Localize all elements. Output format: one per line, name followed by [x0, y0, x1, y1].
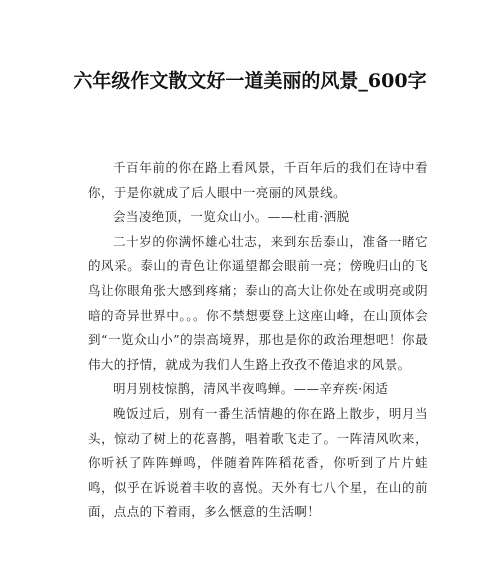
paragraph: 明月别枝惊鹊，清风半夜鸣蝉。——辛弃疾·闲适 — [113, 381, 389, 397]
document-body — [88, 156, 428, 525]
paragraph: 晚饭过后，别有一番生活情趣的你在路上散步，明月当头，惊动了树上的花喜鹊，唱着歌飞走了。一阵清风吹来，你听袄了阵阵蝉鸣，伴随着阵阵稻花香，你听到了片片蛙鸣，似乎在诉说着丰收的喜悦。天外有七八个星，在山的前面，点点的下着雨，多么惬意的生活啊！ — [88, 405, 428, 520]
paragraph: 二十岁的你满怀雄心壮志，来到东岳泰山，准备一睹它的风采。泰山的青色让你遥望都会眼前一亮；傍晚归山的飞鸟让你眼角张大感到疼痛；泰山的高大让你处在或明亮或阴暗的奇异世界中。。。你不禁想要登上这座山峰，在山顶体会到“一览众山小”的崇高境界，那也是你的政治理想吧！你最伟大的抒情，就成为我们人生路上孜孜不倦追求的风景。 — [88, 233, 428, 372]
paragraph: 会当凌绝顶，一览众山小。——杜甫·洒脱 — [113, 209, 350, 225]
paragraph: 千百年前的你在路上看风景，千百年后的我们在诗中看你，于是你就成了后人眼中一亮丽的风景线。 — [88, 160, 428, 200]
document-title: 六年级作文散文好一道美丽的风景_600字 — [73, 70, 427, 92]
